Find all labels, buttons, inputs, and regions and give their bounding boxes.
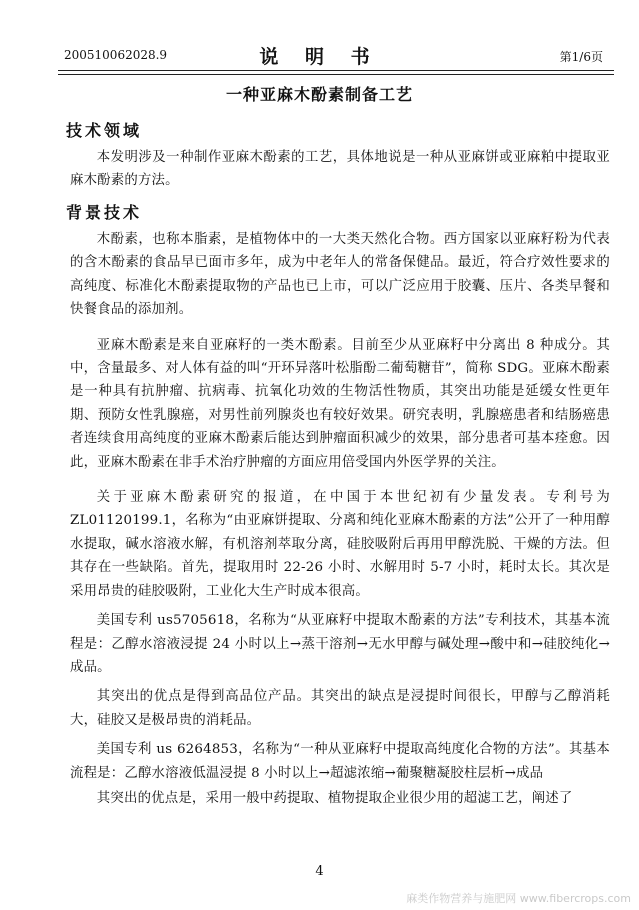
paragraph: 其突出的优点是得到高品位产品。其突出的缺点是浸提时间很长，甲醇与乙醇消耗大，硅胶又是极昂贵的消耗品。 [70,689,610,728]
paragraph: 美国专利 us5705618，名称为“从亚麻籽中提取木酚素的方法”专利技术，其基本流程是：乙醇水溶液浸提 24 小时以上→蒸干溶剂→无水甲醇与碱处理→酸中和→硅胶纯化→成品。 [70,613,610,675]
page-number: 4 [315,864,324,879]
paragraph: 其突出的优点是，采用一般中药提取、植物提取企业很少用的超滤工艺，阐述了 [96,790,573,806]
header-rule-top [58,70,614,71]
document-type-heading: 说 明 书 [259,46,380,68]
paragraph: 关于亚麻木酚素研究的报道，在中国于本世纪初有少量发表。专利号为ZL01120199.1，名称为“由亚麻饼提取、分离和纯化亚麻木酚素的方法”公开了一种用醇水提取，碱水溶液水解，有机溶剂萃取分离，硅胶吸附后再用甲醇洗脱、干燥的方法。但其存在一些缺陷。首先，提取用时 22-26 小时、水解用时 5-7 小时，耗时太长。其次是采用昂贵的硅胶吸附，工业化大生产时成本很高。 [70,490,610,599]
watermark: 麻类作物营养与施肥网 www.fibercrops.com [406,892,631,905]
section-body-background [70,228,610,810]
section-body-tech-field [70,146,610,193]
document-title: 一种亚麻木酚素制备工艺 [225,85,413,104]
paragraph: 本发明涉及一种制作亚麻木酚素的工艺，具体地说是一种从亚麻饼或亚麻粕中提取亚麻木酚素的方法。 [70,150,610,189]
document-number: 200510062028.9 [64,48,168,62]
section-heading-background: 背景技术 [66,203,143,222]
page-info: 第1/6页 [559,50,603,64]
paragraph: 木酚素，也称本脂素，是植物体中的一大类天然化合物。西方国家以亚麻籽粉为代表的含木酚素的食品早已面市多年，成为中老年人的常备保健品。最近，符合疗效性要求的高纯度、标准化木酚素提取物的产品也已上市，可以广泛应用于胶囊、压片、各类早餐和快餐食品的添加剂。 [70,232,610,318]
paragraph: 美国专利 us 6264853，名称为“一种从亚麻籽中提取高纯度化合物的方法”。其基本流程是：乙醇水溶液低温浸提 8 小时以上→超滤浓缩→葡聚糖凝胶柱层析→成品 [70,742,610,781]
section-heading-tech-field: 技术领域 [66,121,143,140]
paragraph: 亚麻木酚素是来自亚麻籽的一类木酚素。目前至少从亚麻籽中分离出 8 种成分。其中，含量最多、对人体有益的叫“开环异落叶松脂酚二葡萄糖苷”，简称 SDG。亚麻木酚素是一种具有抗肿瘤、抗病毒、抗氧化功效的生物活性物质，其突出功能是延缓女性更年期、预防女性乳腺癌，对男性前列腺炎也有较好效果。研究表明，乳腺癌患者和结肠癌患者连续食用高纯度的亚麻木酚素后能达到肿瘤面积减少的效果，部分患者可基本痊愈。因此，亚麻木酚素在非手术治疗肿瘤的方面应用倍受国内外医学界的关注。 [70,337,610,470]
header-rule-bottom [58,74,614,75]
